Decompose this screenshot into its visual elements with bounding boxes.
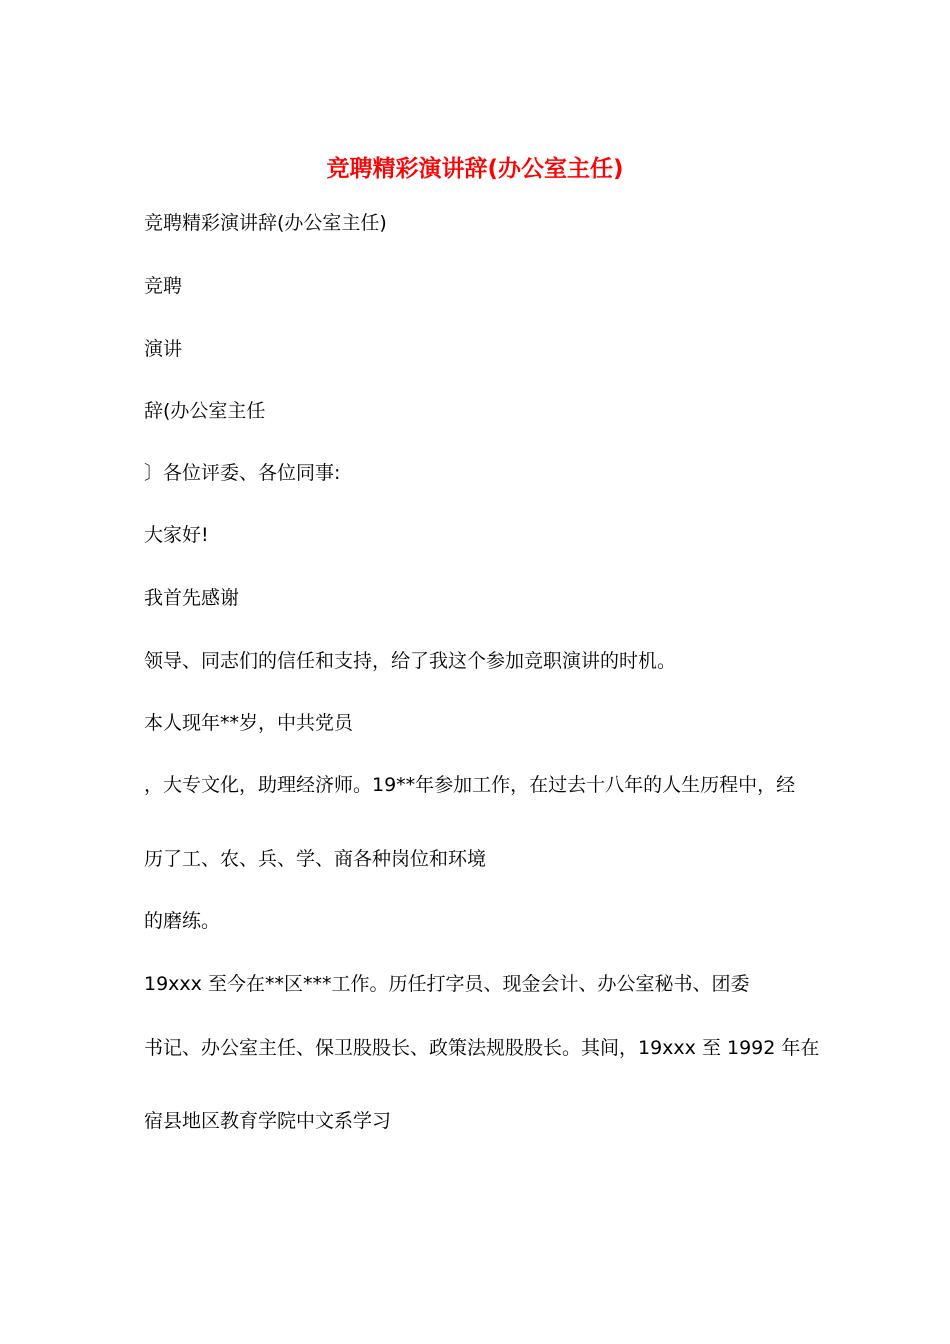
body-line: 竞聘	[144, 275, 183, 297]
body-line: 宿县地区教育学院中文系学习	[144, 1110, 392, 1132]
body-line: 19xxx 至今在**区***工作。历任打字员、现金会计、办公室秘书、团委	[144, 973, 750, 995]
body-line: 书记、办公室主任、保卫股股长、政策法规股股长。其间，19xxx 至 1992 年在	[144, 1037, 820, 1059]
body-line: 本人现年**岁，中共党员	[144, 712, 354, 734]
body-line: 领导、同志们的信任和支持，给了我这个参加竞职演讲的时机。	[144, 650, 677, 672]
document-title: 竞聘精彩演讲辞(办公室主任)	[326, 156, 624, 182]
body-line: 历了工、农、兵、学、商各种岗位和环境	[144, 848, 487, 870]
body-line: ，大专文化，助理经济师。19**年参加工作，在过去十八年的人生历程中，经	[144, 774, 796, 796]
body-line: 我首先感谢	[144, 587, 240, 609]
body-line: 竞聘精彩演讲辞(办公室主任)	[144, 212, 387, 234]
body-line: 大家好!	[144, 524, 209, 546]
body-line: 的磨练。	[144, 910, 221, 932]
body-line: 辞(办公室主任	[144, 400, 266, 422]
body-line: 演讲	[144, 338, 183, 360]
body-line: 〕各位评委、各位同事:	[144, 462, 341, 484]
